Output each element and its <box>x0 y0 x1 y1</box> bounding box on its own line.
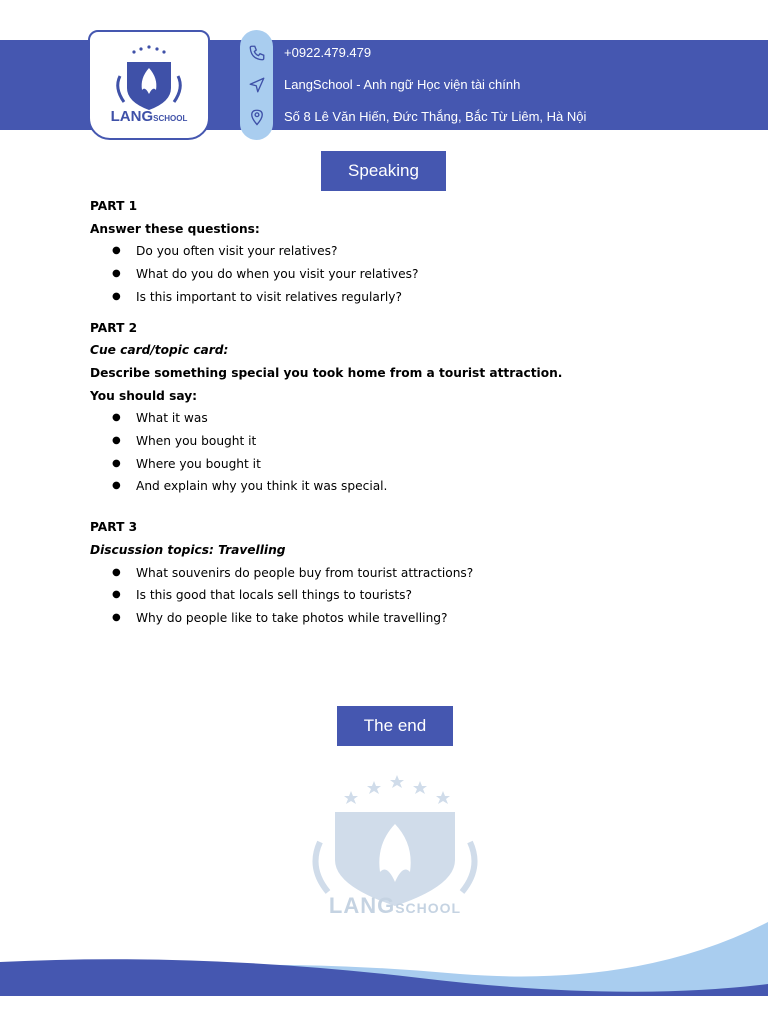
contact-phone: +0922.479.479 <box>284 45 372 60</box>
list-item: ● Is this important to visit relatives regularly? <box>90 286 710 309</box>
part2-heading: PART 2 <box>90 320 138 335</box>
list-item: ● What do you do when you visit your relatives? <box>90 263 710 286</box>
location-icon <box>248 108 266 126</box>
list-item: ● Do you often visit your relatives? <box>90 240 710 263</box>
part3-question-list <box>90 562 710 630</box>
part2-say-label: You should say: <box>90 388 198 403</box>
part1-instruction: Answer these questions: <box>90 221 260 236</box>
list-item: ● Is this good that locals sell things to tourists? <box>90 584 710 607</box>
list-item: ● When you bought it <box>90 430 710 453</box>
part3-topic: Discussion topics: Travelling <box>90 542 286 557</box>
list-item: ● Where you bought it <box>90 453 710 476</box>
part2-cue-label: Cue card/topic card: <box>90 343 229 358</box>
list-item: ● And explain why you think it was special. <box>90 475 710 498</box>
contact-address: Số 8 Lê Văn Hiến, Đức Thắng, Bắc Từ Liêm, Hà Nội <box>284 109 587 124</box>
list-item: ● Why do people like to take photos while travelling? <box>90 607 710 630</box>
part3-heading: PART 3 <box>90 520 138 535</box>
contact-social: LangSchool - Anh ngữ Học viện tài chính <box>284 77 521 92</box>
logo <box>88 30 210 140</box>
list-item: ● What souvenirs do people buy from tourist attractions? <box>90 562 710 585</box>
document-body <box>90 195 710 630</box>
part2-prompt: Describe something special you took home from a tourist attraction. <box>90 365 563 380</box>
part2-point-list <box>90 407 710 498</box>
footer-wave <box>0 922 768 1024</box>
watermark-text-small: SCHOOL <box>395 900 462 916</box>
contact-icon-strip <box>240 30 273 140</box>
logo-text-small: SCHOOL <box>153 114 188 123</box>
the-end-banner: The end <box>337 706 453 746</box>
logo-text-main: LANG <box>110 108 154 125</box>
list-item: ● What it was <box>90 407 710 430</box>
send-icon <box>248 76 266 94</box>
part1-heading: PART 1 <box>90 199 138 213</box>
part1-question-list <box>90 240 710 308</box>
speaking-banner: Speaking <box>321 151 446 191</box>
watermark-text-main: LANG <box>328 893 396 918</box>
phone-icon <box>248 44 266 62</box>
